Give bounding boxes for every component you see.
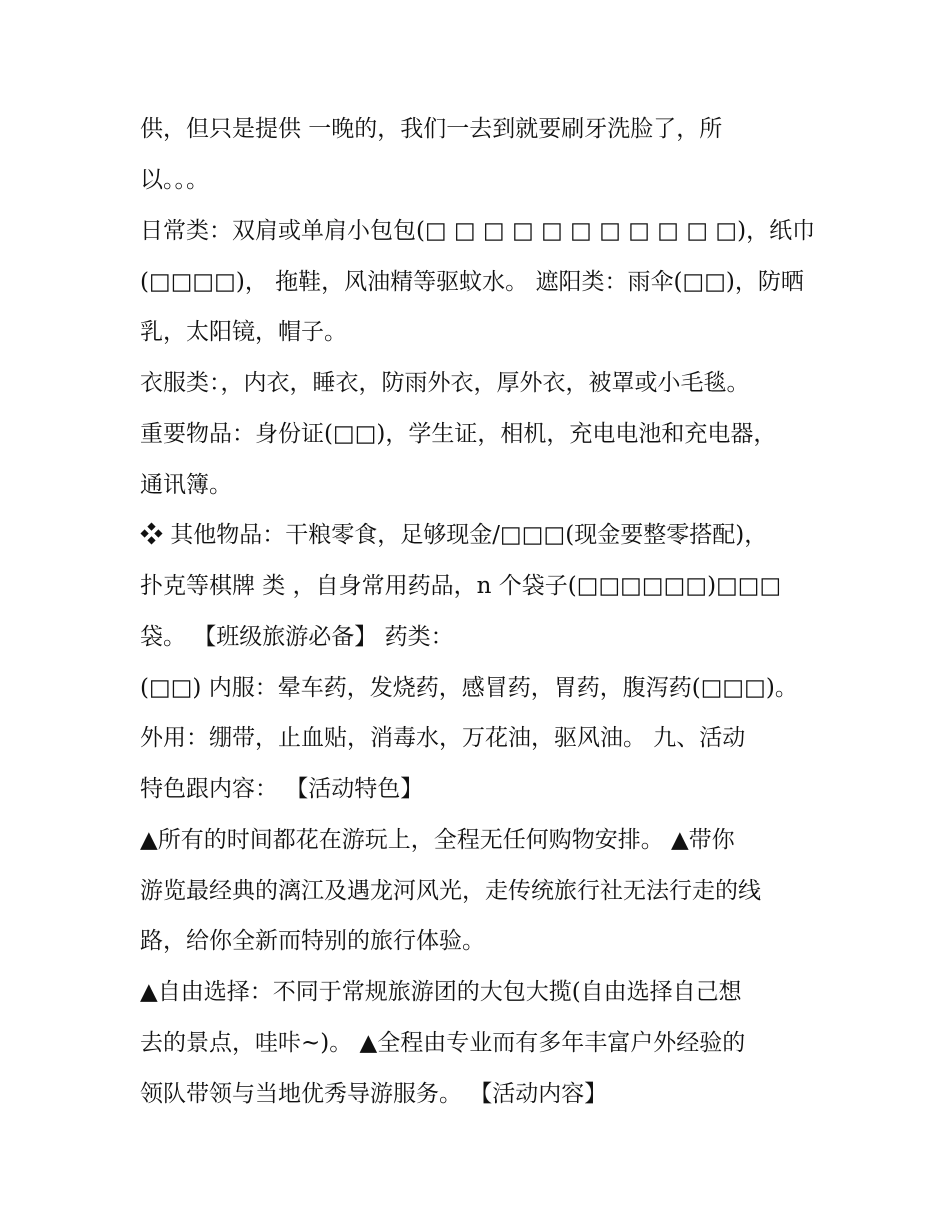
text-line: 扑克等棋牌 类 ，自身常用药品，n 个袋子(□□□□□□)□□□ [140,573,782,599]
text-line: 领队带领与当地优秀导游服务。 【活动内容】 [140,1081,608,1107]
text-line: 路，给你全新而特别的旅行体验。 [140,928,485,954]
text-line: 以。。。 [140,167,209,193]
text-line: 袋。 【班级旅游必备】 药类： [140,624,454,650]
text-line: 日常类：双肩或单肩小包包(□ □ □ □ □ □ □ □ □ □ □)，纸巾 [140,218,816,244]
text-line: 通讯簿。 [140,472,232,498]
text-line: ▲所有的时间都花在游玩上，全程无任何购物安排。 ▲带你 [140,827,735,853]
text-line: 游览最经典的漓江及遇龙河风光，走传统旅行社无法行走的线 [140,878,761,904]
text-line: 衣服类：，内衣，睡衣，防雨外衣，厚外衣，被罩或小毛毯。 [140,370,750,396]
text-line: 去的景点，哇咔~)。 ▲全程由专业而有多年丰富户外经验的 [140,1030,746,1056]
text-line: (□□) 内服：晕车药，发烧药，感冒药，胃药，腹泻药(□□□)。 [140,675,798,701]
text-line: 重要物品：身份证(□□)，学生证，相机，充电电池和充电器， [140,421,777,447]
text-line: 供，但只是提供 一晚的，我们一去到就要刷牙洗脸了，所 [140,116,723,142]
text-line: 外用：绷带，止血贴，消毒水，万花油，驱风油。 九、活动 [140,725,746,751]
text-line: 乳，太阳镜，帽子。 [140,319,347,345]
text-line: ▲自由选择：不同于常规旅游团的大包大揽(自由选择自己想 [140,979,742,1005]
text-line: 特色跟内容： 【活动特色】 [140,776,424,802]
text-line: ❖ 其他物品：干粮零食，足够现金/□□□(现金要整零搭配)， [140,522,768,548]
text-line: (□□□□)， 拖鞋，风油精等驱蚊水。 遮阳类：雨伞(□□)，防晒 [140,269,804,295]
